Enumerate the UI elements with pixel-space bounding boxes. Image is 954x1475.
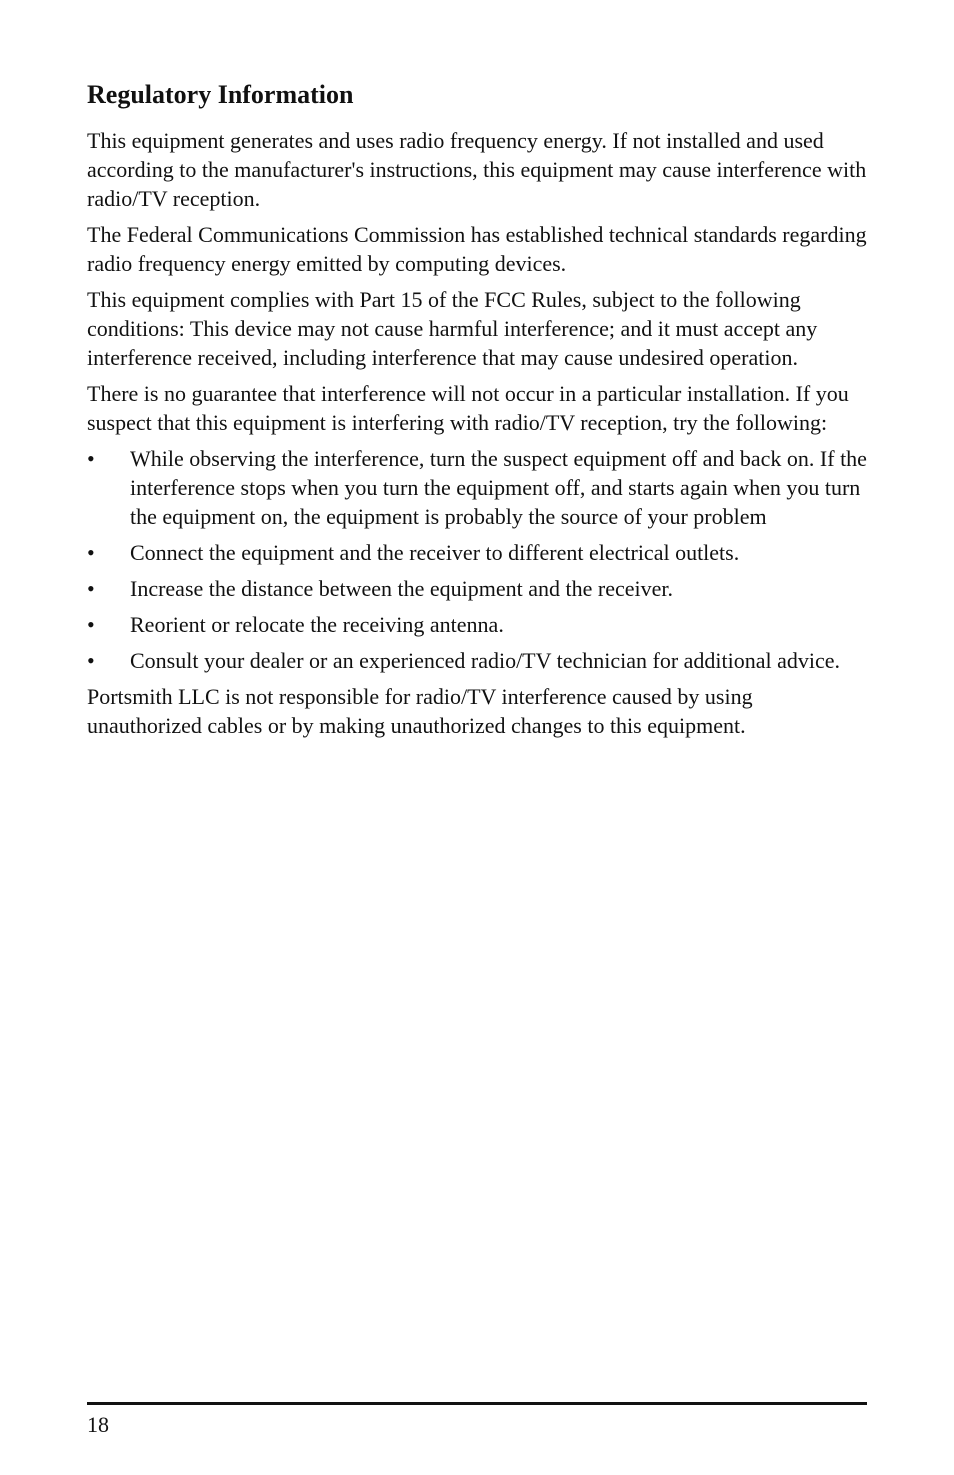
- bullet-icon: •: [87, 446, 95, 471]
- list-item: [87, 646, 867, 675]
- troubleshooting-list: [87, 444, 867, 675]
- footer-divider: [87, 1402, 867, 1405]
- list-item: [87, 444, 867, 531]
- list-item-text: Connect the equipment and the receiver to different electrical outlets.: [130, 540, 740, 565]
- bullet-icon: •: [87, 648, 95, 673]
- list-item: [87, 538, 867, 567]
- list-item-text: While observing the interference, turn the suspect equipment off and back on. If the interference stops when you turn the equipment off, and starts again when you turn the equipment on, the equipment is probably the source of your problem: [130, 446, 867, 529]
- list-item: [87, 610, 867, 639]
- list-item-text: Reorient or relocate the receiving antenna.: [130, 612, 504, 637]
- section-heading: Regulatory Information: [87, 80, 354, 109]
- bullet-icon: •: [87, 576, 95, 601]
- paragraph-rf-energy: This equipment generates and uses radio frequency energy. If not installed and used according to the manufacturer's instructions, this equipment may cause interference with radio/TV reception.: [87, 128, 867, 211]
- list-item-text: Increase the distance between the equipment and the receiver.: [130, 576, 674, 601]
- paragraph-disclaimer: Portsmith LLC is not responsible for radio/TV interference caused by using unauthorized cables or by making unauthorized changes to this equipment.: [87, 684, 753, 738]
- paragraph-part15-compliance: This equipment complies with Part 15 of the FCC Rules, subject to the following conditions: This device may not cause harmful interference; and it must accept any interference received, including interference that may cause undesired operation.: [87, 287, 818, 370]
- page-number: 18: [87, 1412, 109, 1437]
- list-item: [87, 574, 867, 603]
- bullet-icon: •: [87, 612, 95, 637]
- list-item-text: Consult your dealer or an experienced radio/TV technician for additional advice.: [130, 648, 841, 673]
- bullet-icon: •: [87, 540, 95, 565]
- paragraph-fcc-standards: The Federal Communications Commission has established technical standards regarding radio frequency energy emitted by computing devices.: [87, 222, 867, 276]
- paragraph-no-guarantee: There is no guarantee that interference will not occur in a particular installation. If you suspect that this equipment is interfering with radio/TV reception, try the following:: [87, 381, 849, 435]
- document-page: [87, 78, 867, 747]
